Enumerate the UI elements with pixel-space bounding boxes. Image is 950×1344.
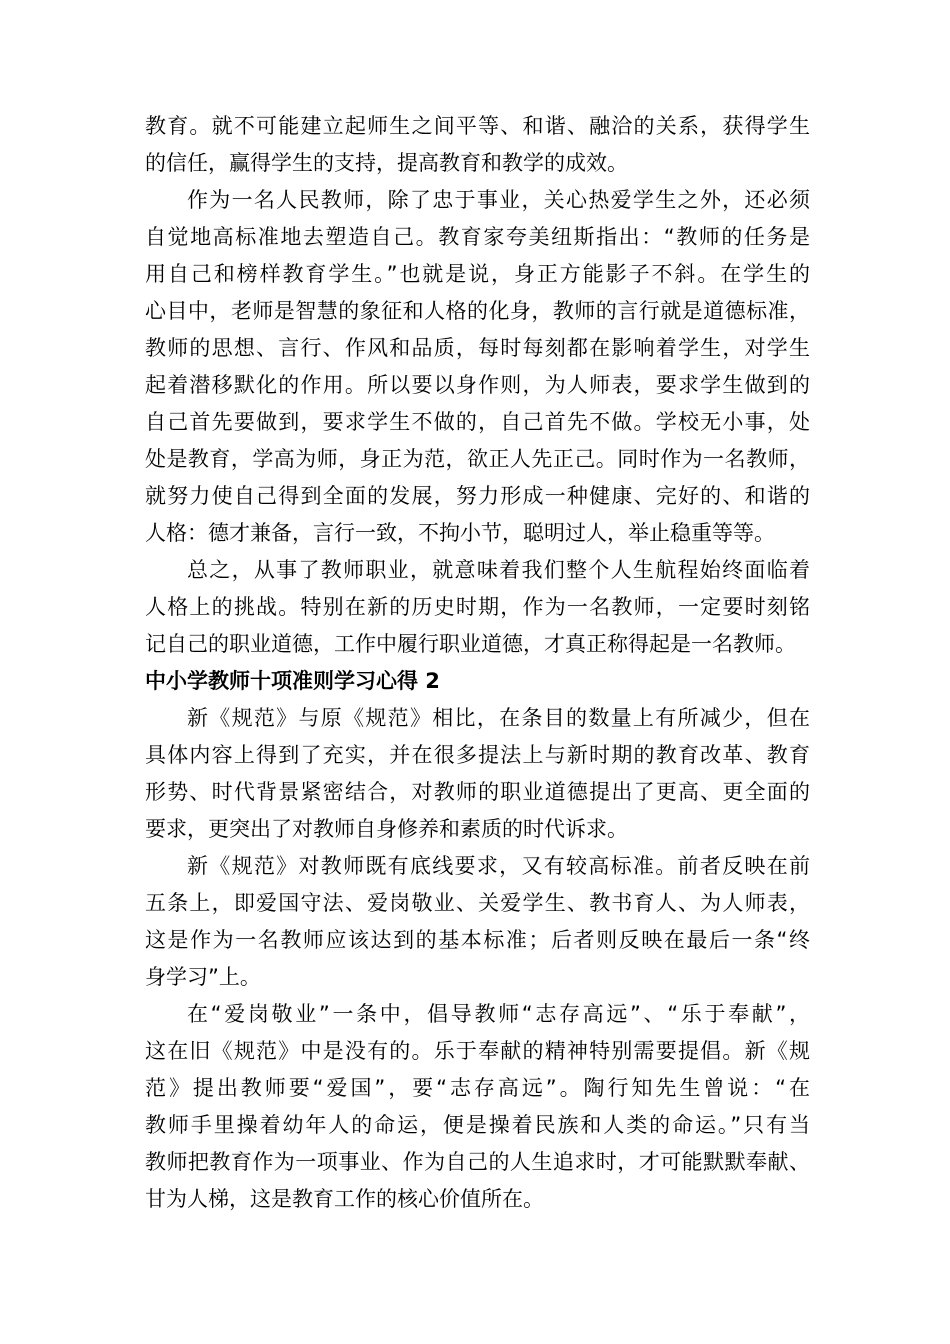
heading-line: 中小学教师十项准则学习心得 2 bbox=[145, 669, 440, 693]
text-line: 作为一名人民教师，除了忠于事业，关心热爱学生之外，还必须 bbox=[187, 188, 810, 212]
text-line: 甘为人梯，这是教育工作的核心价值所在。 bbox=[145, 1187, 544, 1211]
text-line: 教师的思想、言行、作风和品质，每时每刻都在影响着学生，对学生 bbox=[145, 336, 810, 360]
text-line: 新《规范》与原《规范》相比，在条目的数量上有所减少，但在 bbox=[187, 706, 810, 730]
text-line: 身学习”上。 bbox=[145, 965, 261, 989]
text-line: 教育。就不可能建立起师生之间平等、和谐、融洽的关系，获得学生 bbox=[145, 114, 810, 138]
text-line: 总之，从事了教师职业，就意味着我们整个人生航程始终面临着 bbox=[187, 558, 810, 582]
paragraph bbox=[145, 700, 810, 848]
text-line: 形势、时代背景紧密结合，对教师的职业道德提出了更高、更全面的 bbox=[145, 780, 810, 804]
text-line: 心目中，老师是智慧的象征和人格的化身，教师的言行就是道德标准， bbox=[145, 299, 810, 323]
document-body bbox=[145, 108, 810, 1218]
paragraph bbox=[145, 182, 810, 552]
text-line: 处是教育，学高为师，身正为范，欲正人先正己。同时作为一名教师， bbox=[145, 447, 810, 471]
text-line: 自觉地高标准地去塑造自己。教育家夸美纽斯指出：“教师的任务是 bbox=[145, 225, 810, 249]
text-line: 这在旧《规范》中是没有的。乐于奉献的精神特别需要提倡。新《规 bbox=[145, 1039, 810, 1063]
paragraph bbox=[145, 552, 810, 663]
text-line: 要求，更突出了对教师自身修养和素质的时代诉求。 bbox=[145, 817, 628, 841]
paragraph bbox=[145, 108, 810, 182]
text-line: 就努力使自己得到全面的发展，努力形成一种健康、完好的、和谐的 bbox=[145, 484, 810, 508]
text-line: 用自己和榜样教育学生。”也就是说，身正方能影子不斜。在学生的 bbox=[145, 262, 810, 286]
text-line: 这是作为一名教师应该达到的基本标准；后者则反映在最后一条“终 bbox=[145, 928, 810, 952]
text-line: 在“爱岗敬业”一条中，倡导教师“志存高远”、“乐于奉献”， bbox=[187, 1002, 810, 1026]
text-line: 教师手里操着幼年人的命运，便是操着民族和人类的命运。”只有当 bbox=[145, 1113, 810, 1137]
text-line: 具体内容上得到了充实，并在很多提法上与新时期的教育改革、教育 bbox=[145, 743, 810, 767]
text-line: 记自己的职业道德，工作中履行职业道德，才真正称得起是一名教师。 bbox=[145, 632, 796, 656]
section-heading bbox=[145, 663, 810, 700]
paragraph bbox=[145, 848, 810, 996]
text-line: 人格上的挑战。特别在新的历史时期，作为一名教师，一定要时刻铭 bbox=[145, 595, 810, 619]
text-line: 教师把教育作为一项事业、作为自己的人生追求时，才可能默默奉献、 bbox=[145, 1150, 810, 1174]
text-line: 的信任，赢得学生的支持，提高教育和教学的成效。 bbox=[145, 151, 628, 175]
text-line: 范》提出教师要“爱国”，要“志存高远”。陶行知先生曾说：“在 bbox=[145, 1076, 810, 1100]
text-line: 五条上，即爱国守法、爱岗敬业、关爱学生、教书育人、为人师表， bbox=[145, 891, 810, 915]
text-line: 自己首先要做到，要求学生不做的，自己首先不做。学校无小事，处 bbox=[145, 410, 810, 434]
text-line: 新《规范》对教师既有底线要求，又有较高标准。前者反映在前 bbox=[187, 854, 810, 878]
paragraph bbox=[145, 996, 810, 1218]
text-line: 起着潜移默化的作用。所以要以身作则，为人师表，要求学生做到的 bbox=[145, 373, 810, 397]
text-line: 人格：德才兼备，言行一致，不拘小节，聪明过人，举止稳重等等。 bbox=[145, 521, 775, 545]
